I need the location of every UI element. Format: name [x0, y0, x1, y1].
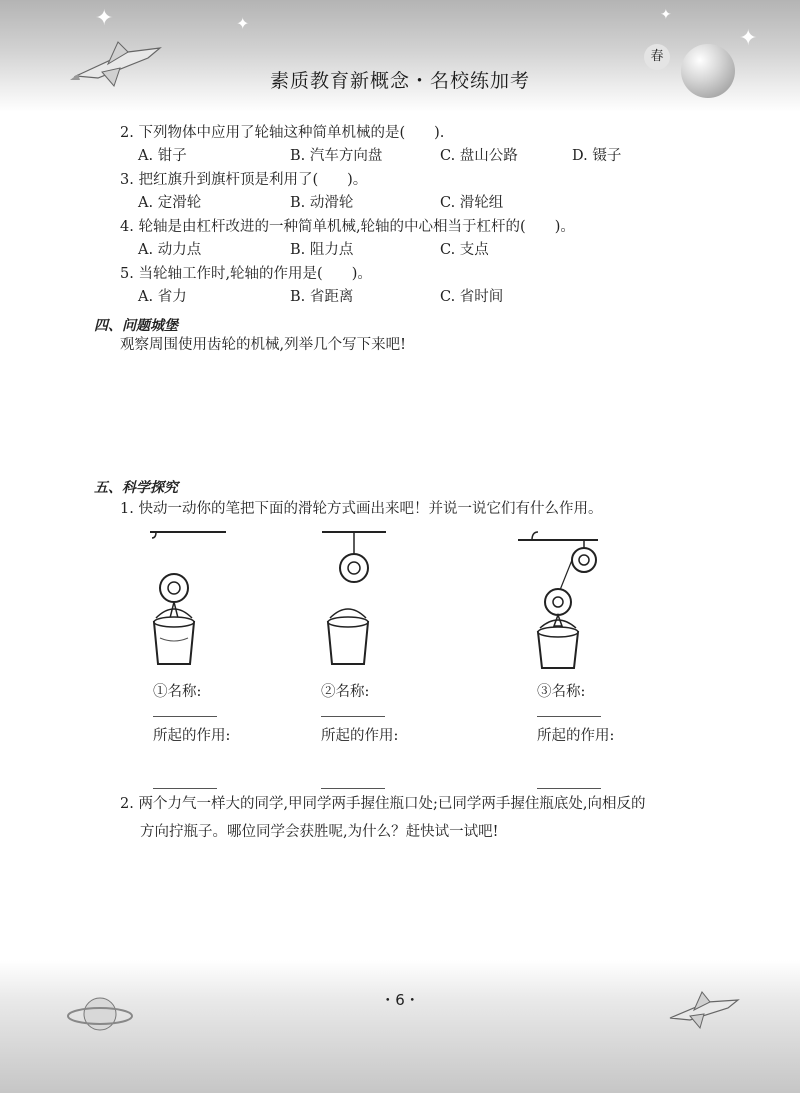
figure-use-label: 所起的作用: — [153, 728, 231, 744]
star-icon: ✦ — [739, 26, 758, 51]
option: A. 定滑轮 — [138, 195, 202, 211]
answer-blank[interactable] — [153, 716, 217, 717]
planet-icon — [681, 44, 735, 98]
answer-blank[interactable] — [153, 788, 217, 789]
answer-blank[interactable] — [537, 788, 601, 789]
question-stem: 2. 两个力气一样大的同学,甲同学两手握住瓶口处;已同学两手握住瓶底处,向相反的 — [120, 796, 646, 812]
fixed-pulley-figure — [322, 532, 386, 664]
option: B. 阻力点 — [290, 242, 354, 258]
header-title: 素质教育新概念・名校练加考 — [269, 70, 530, 92]
page-number: ・6・ — [380, 991, 420, 1009]
question-stem: 5. 当轮轴工作时,轮轴的作用是( )。 — [120, 266, 372, 282]
option: B. 动滑轮 — [290, 195, 354, 211]
question-stem-continued: 方向拧瓶子。哪位同学会获胜呢,为什么？赶快试一试吧! — [140, 824, 499, 840]
answer-blank[interactable] — [321, 788, 385, 789]
option: A. 动力点 — [138, 242, 202, 258]
space-shuttle-icon — [664, 984, 744, 1034]
section-title: 四、问题城堡 — [94, 318, 178, 334]
figure-name-label: ①名称: — [153, 684, 202, 700]
option: B. 汽车方向盘 — [290, 148, 383, 164]
pulley-figures — [148, 526, 618, 676]
option: B. 省距离 — [290, 289, 354, 305]
option: A. 钳子 — [138, 148, 187, 164]
section-prompt: 观察周围使用齿轮的机械,列举几个写下来吧! — [120, 337, 406, 353]
saturn-icon — [64, 990, 134, 1040]
option: C. 省时间 — [440, 289, 504, 305]
season-badge: 春 — [644, 44, 670, 70]
answer-blank[interactable] — [537, 716, 601, 717]
figure-use-label: 所起的作用: — [537, 728, 615, 744]
option: A. 省力 — [138, 289, 187, 305]
star-icon: ✦ — [660, 7, 672, 23]
option: C. 支点 — [440, 242, 489, 258]
option: C. 盘山公路 — [440, 148, 518, 164]
movable-pulley-figure — [150, 532, 226, 664]
option: C. 滑轮组 — [440, 195, 504, 211]
star-icon: ✦ — [95, 6, 114, 31]
star-icon: ✦ — [236, 14, 250, 33]
figure-name-label: ③名称: — [537, 684, 586, 700]
question-stem: 2. 下列物体中应用了轮轴这种简单机械的是( ). — [120, 125, 445, 141]
question-stem: 1. 快动一动你的笔把下面的滑轮方式画出来吧！并说一说它们有什么作用。 — [120, 501, 603, 517]
figure-use-label: 所起的作用: — [321, 728, 399, 744]
option: D. 镊子 — [572, 148, 622, 164]
answer-blank[interactable] — [321, 716, 385, 717]
section-title: 五、科学探究 — [94, 480, 178, 496]
question-stem: 4. 轮轴是由杠杆改进的一种简单机械,轮轴的中心相当于杠杆的( )。 — [120, 219, 575, 235]
pulley-block-figure — [518, 532, 598, 668]
question-stem: 3. 把红旗升到旗杆顶是利用了( )。 — [120, 172, 368, 188]
figure-name-label: ②名称: — [321, 684, 370, 700]
